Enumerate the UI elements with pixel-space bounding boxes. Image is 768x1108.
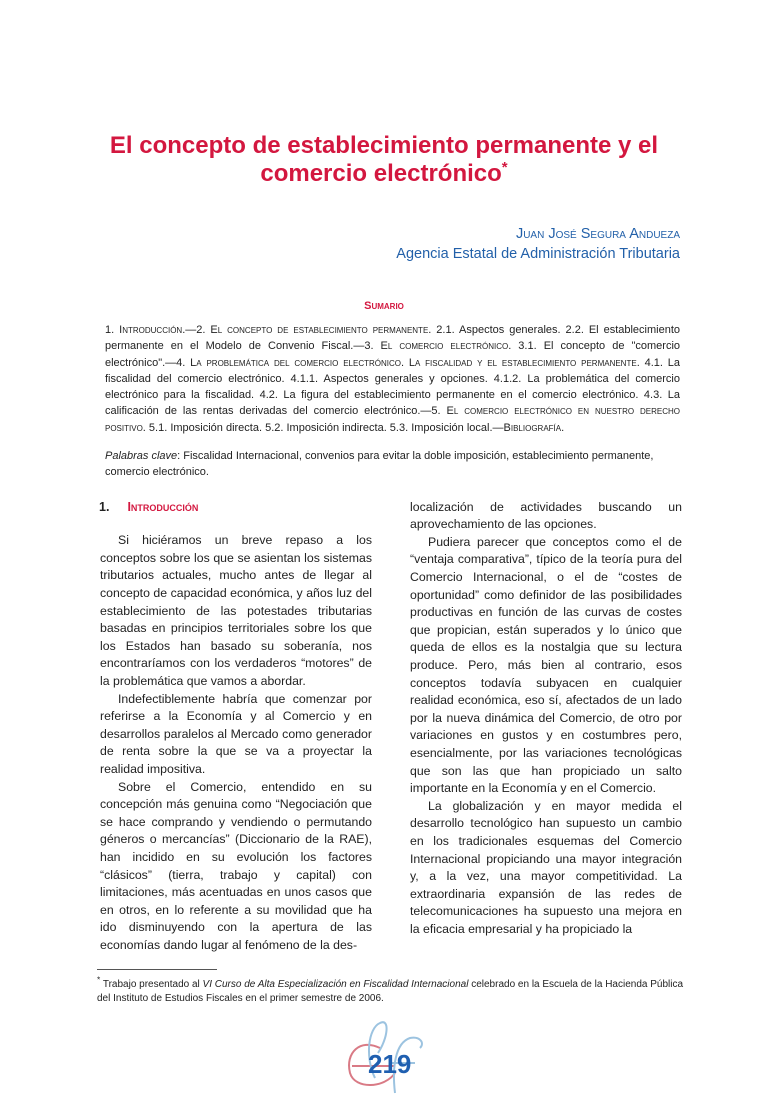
paragraph: Si hiciéramos un breve repaso a los conceptos sobre los que se asientan los sistemas tributarios actuales, mucho antes de llegar al concepto de capacidad económica, y años luz del establecimiento de las potestades tributarias basadas en principios territoriales sobre los que los Estados han basado su soberanía, nos encontraríamos con los verdaderos “motores” de la problemática que vamos a abordar. xyxy=(100,533,372,689)
paragraph: localización de actividades buscando un aprovechamiento de las opciones. xyxy=(410,499,682,532)
footnote-divider xyxy=(97,969,217,970)
summary-segment: . 2.1. Aspectos generales. 2.2. El establecimiento permanente en el Modelo de Convenio Fiscal.—3. xyxy=(105,324,681,353)
summary-text xyxy=(105,322,680,436)
author-block xyxy=(0,224,680,264)
article-title xyxy=(60,132,708,188)
footnote-text: Trabajo presentado al xyxy=(100,978,203,990)
summary-segment: La problemática del comercio electrónico. La fiscalidad y el establecimiento permanente xyxy=(190,356,637,369)
paragraph: Indefectiblemente habría que comenzar por referirse a la Economía y al Comercio y en desarrollos paralelos al Mercado como generador de renta sobre la que se va a proyectar la realidad impositiva. xyxy=(100,691,372,776)
paragraph: La globalización y en mayor medida el desarrollo tecnológico han supuesto un cambio en los tradicionales esquemas del Comercio Internacional propiciando una mayor integración y, a la vez, una mayor competitividad. La extraordinaria expansión de las redes de telecomunicaciones ha supuesto una mejora en la eficacia empresarial y ha propiciado la xyxy=(410,798,682,936)
keywords xyxy=(105,448,680,481)
section-number: 1. xyxy=(99,499,110,514)
cef-logo-icon xyxy=(340,1018,430,1098)
keywords-label: Palabras clave xyxy=(105,450,178,463)
summary-segment: . 3.1. El concepto de "comercio electrónico".—4. xyxy=(105,340,681,369)
summary-segment: . 5.1. Imposición directa. 5.2. Imposición indirecta. 5.3. Imposición local.— xyxy=(142,421,504,434)
keywords-text: : Fiscalidad Internacional, convenios para evitar la doble imposición, establecimiento permanente, comercio electrónico. xyxy=(105,450,654,479)
footnote xyxy=(97,974,687,1006)
journal-logo xyxy=(340,1018,430,1098)
paragraph: Pudiera parecer que conceptos como el de “ventaja comparativa”, típico de la teoría pura del Comercio Internacional, o el de “costes de oportunidad” como definidor de las posibilidades productivas en función de las curvas de costes que propician, están superados y lo único que queda de ellos es la nostalgia que su lectura produce. Pero, más bien al contrario, esos conceptos todavía subyacen en cualquier realidad económica, eso sí, afectados de un lado por la nueva dinámica del Comercio, de otro por variaciones en gustos y en costumbres pero, esencialmente, por las variaciones tecnológicas que son las que han propiciado un salto importante en la Economía y en el Comercio. xyxy=(410,534,682,796)
title-footnote-mark: * xyxy=(501,159,508,176)
section-heading xyxy=(99,499,372,517)
author-name: Juan José Segura Andueza xyxy=(515,226,680,242)
summary-segment: El concepto de establecimiento permanente xyxy=(210,324,429,336)
body-columns xyxy=(100,499,682,955)
footnote-text-end: celebrado en la Escuela de la Hacienda Pública del Instituto de Estudios Fiscales en el primer semestre de 2006. xyxy=(97,978,684,1004)
summary-segment: . 4.1. La fiscalidad del comercio electrónico. 4.1.1. Aspectos generales y opciones. 4.1.2. La problemática del comercio electrónico para la fiscalidad. 4.2. La figura del establecimiento permanente en el comercio electrónico. 4.3. La calificación de las rentas derivadas del comercio electrónico.—5. xyxy=(105,356,680,418)
summary-segment: El comercio electrónico en nuestro derecho positivo xyxy=(105,405,680,434)
section-title: Introducción xyxy=(127,499,199,514)
summary-segment: .—2. xyxy=(182,324,211,336)
summary-heading: Sumario xyxy=(364,300,404,312)
paragraph: Sobre el Comercio, entendido en su concepción más genuina como “Negociación que se hace comprando y vendiendo o permutando géneros o mercancías” (Diccionario de la RAE), han incidido en su evolución los factores “clásicos” (tierra, trabajo y capital) con limitaciones, más acentuadas en unos casos que en otros, en lo referente a su movilidad que ha ido disminuyendo con la apertura de las economías dando lugar al fenómeno de la des- xyxy=(100,779,372,952)
footnote-mark: * xyxy=(97,974,101,985)
left-column xyxy=(100,499,372,955)
title-text: El concepto de establecimiento permanente y el comercio electrónico xyxy=(109,132,659,187)
summary-segment: Bibliografía xyxy=(503,421,562,434)
summary-segment: . xyxy=(561,421,565,434)
author-affiliation: Agencia Estatal de Administración Tributaria xyxy=(396,246,680,262)
footnote-italic: VI Curso de Alta Especialización en Fiscalidad Internacional xyxy=(202,978,469,990)
page-number: 219 xyxy=(368,1048,412,1079)
right-column xyxy=(410,499,682,955)
summary-segment: El comercio electrónico xyxy=(380,340,509,353)
summary-segment: 1. xyxy=(105,324,120,336)
summary-segment: Introducción xyxy=(119,324,183,336)
